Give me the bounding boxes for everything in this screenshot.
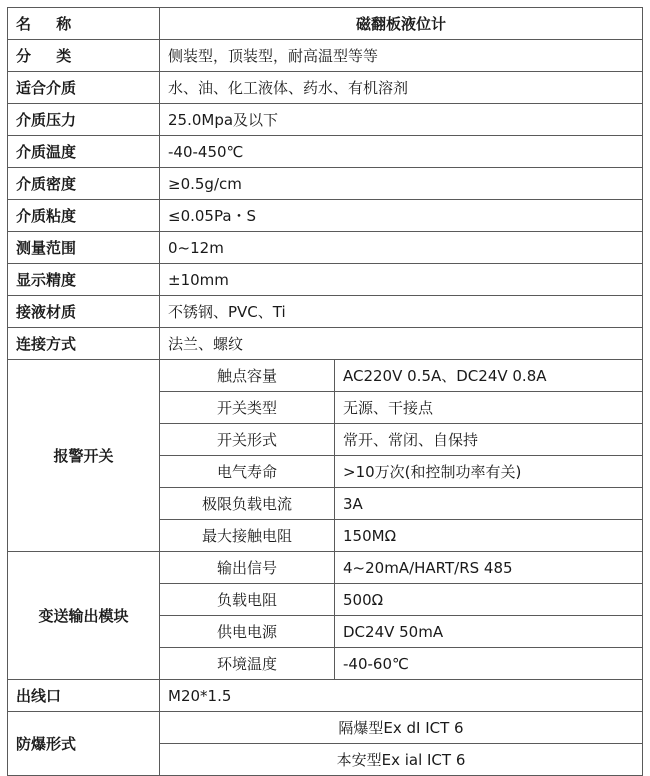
sub-row-value: DC24V 50mA bbox=[335, 616, 643, 648]
sub-row-label: 环境温度 bbox=[160, 648, 335, 680]
row-value-outlet: M20*1.5 bbox=[160, 680, 643, 712]
sub-row-value: 150MΩ bbox=[335, 520, 643, 552]
table-row bbox=[8, 136, 643, 168]
row-label-outlet: 出线口 bbox=[8, 680, 160, 712]
row-label: 介质温度 bbox=[8, 136, 160, 168]
sub-row-value: 4~20mA/HART/RS 485 bbox=[335, 552, 643, 584]
sub-row-label: 触点容量 bbox=[160, 360, 335, 392]
table-row bbox=[8, 8, 643, 40]
row-value: 磁翻板液位计 bbox=[160, 8, 643, 40]
group-label-transmit-module: 变送输出模块 bbox=[8, 552, 160, 680]
sub-row-label: 负载电阻 bbox=[160, 584, 335, 616]
sub-row-value: 本安型Ex ial ICT 6 bbox=[160, 744, 643, 776]
table-row bbox=[8, 168, 643, 200]
row-label: 显示精度 bbox=[8, 264, 160, 296]
sub-row-value: 500Ω bbox=[335, 584, 643, 616]
row-label: 介质密度 bbox=[8, 168, 160, 200]
row-value: -40-450℃ bbox=[160, 136, 643, 168]
table-row bbox=[8, 360, 643, 392]
row-label: 介质粘度 bbox=[8, 200, 160, 232]
sub-row-label: 供电电源 bbox=[160, 616, 335, 648]
sub-row-label: 电气寿命 bbox=[160, 456, 335, 488]
table-row bbox=[8, 680, 643, 712]
table-row bbox=[8, 232, 643, 264]
row-label: 连接方式 bbox=[8, 328, 160, 360]
row-label: 适合介质 bbox=[8, 72, 160, 104]
sub-row-value: 隔爆型Ex dI ICT 6 bbox=[160, 712, 643, 744]
sub-row-label: 开关形式 bbox=[160, 424, 335, 456]
table-row bbox=[8, 328, 643, 360]
group-label-alarm-switch: 报警开关 bbox=[8, 360, 160, 552]
table-row bbox=[8, 72, 643, 104]
row-value: 水、油、化工液体、药水、有机溶剂 bbox=[160, 72, 643, 104]
row-label: 介质压力 bbox=[8, 104, 160, 136]
table-row bbox=[8, 264, 643, 296]
row-value: ≥0.5g/cm bbox=[160, 168, 643, 200]
sub-row-value: 常开、常闭、自保持 bbox=[335, 424, 643, 456]
row-label: 测量范围 bbox=[8, 232, 160, 264]
table-body bbox=[8, 8, 643, 776]
table-row bbox=[8, 296, 643, 328]
row-value: 不锈钢、PVC、Ti bbox=[160, 296, 643, 328]
row-label: 分 类 bbox=[8, 40, 160, 72]
row-value: ±10mm bbox=[160, 264, 643, 296]
sub-row-label: 输出信号 bbox=[160, 552, 335, 584]
specification-table bbox=[7, 7, 643, 776]
sub-row-value: 无源、干接点 bbox=[335, 392, 643, 424]
row-value: 法兰、螺纹 bbox=[160, 328, 643, 360]
row-value: 25.0Mpa及以下 bbox=[160, 104, 643, 136]
table-row bbox=[8, 552, 643, 584]
group-label-explosion-proof: 防爆形式 bbox=[8, 712, 160, 776]
table-row bbox=[8, 40, 643, 72]
table-row bbox=[8, 200, 643, 232]
sub-row-value: 3A bbox=[335, 488, 643, 520]
sub-row-label: 极限负载电流 bbox=[160, 488, 335, 520]
row-value: 0~12m bbox=[160, 232, 643, 264]
sub-row-label: 开关类型 bbox=[160, 392, 335, 424]
sub-row-value: >10万次(和控制功率有关) bbox=[335, 456, 643, 488]
table-row bbox=[8, 104, 643, 136]
sub-row-value: AC220V 0.5A、DC24V 0.8A bbox=[335, 360, 643, 392]
row-value: ≤0.05Pa・S bbox=[160, 200, 643, 232]
row-value: 侧装型，顶装型，耐高温型等等 bbox=[160, 40, 643, 72]
sub-row-label: 最大接触电阻 bbox=[160, 520, 335, 552]
sub-row-value: -40-60℃ bbox=[335, 648, 643, 680]
row-label: 接液材质 bbox=[8, 296, 160, 328]
table-row bbox=[8, 712, 643, 744]
row-label: 名 称 bbox=[8, 8, 160, 40]
